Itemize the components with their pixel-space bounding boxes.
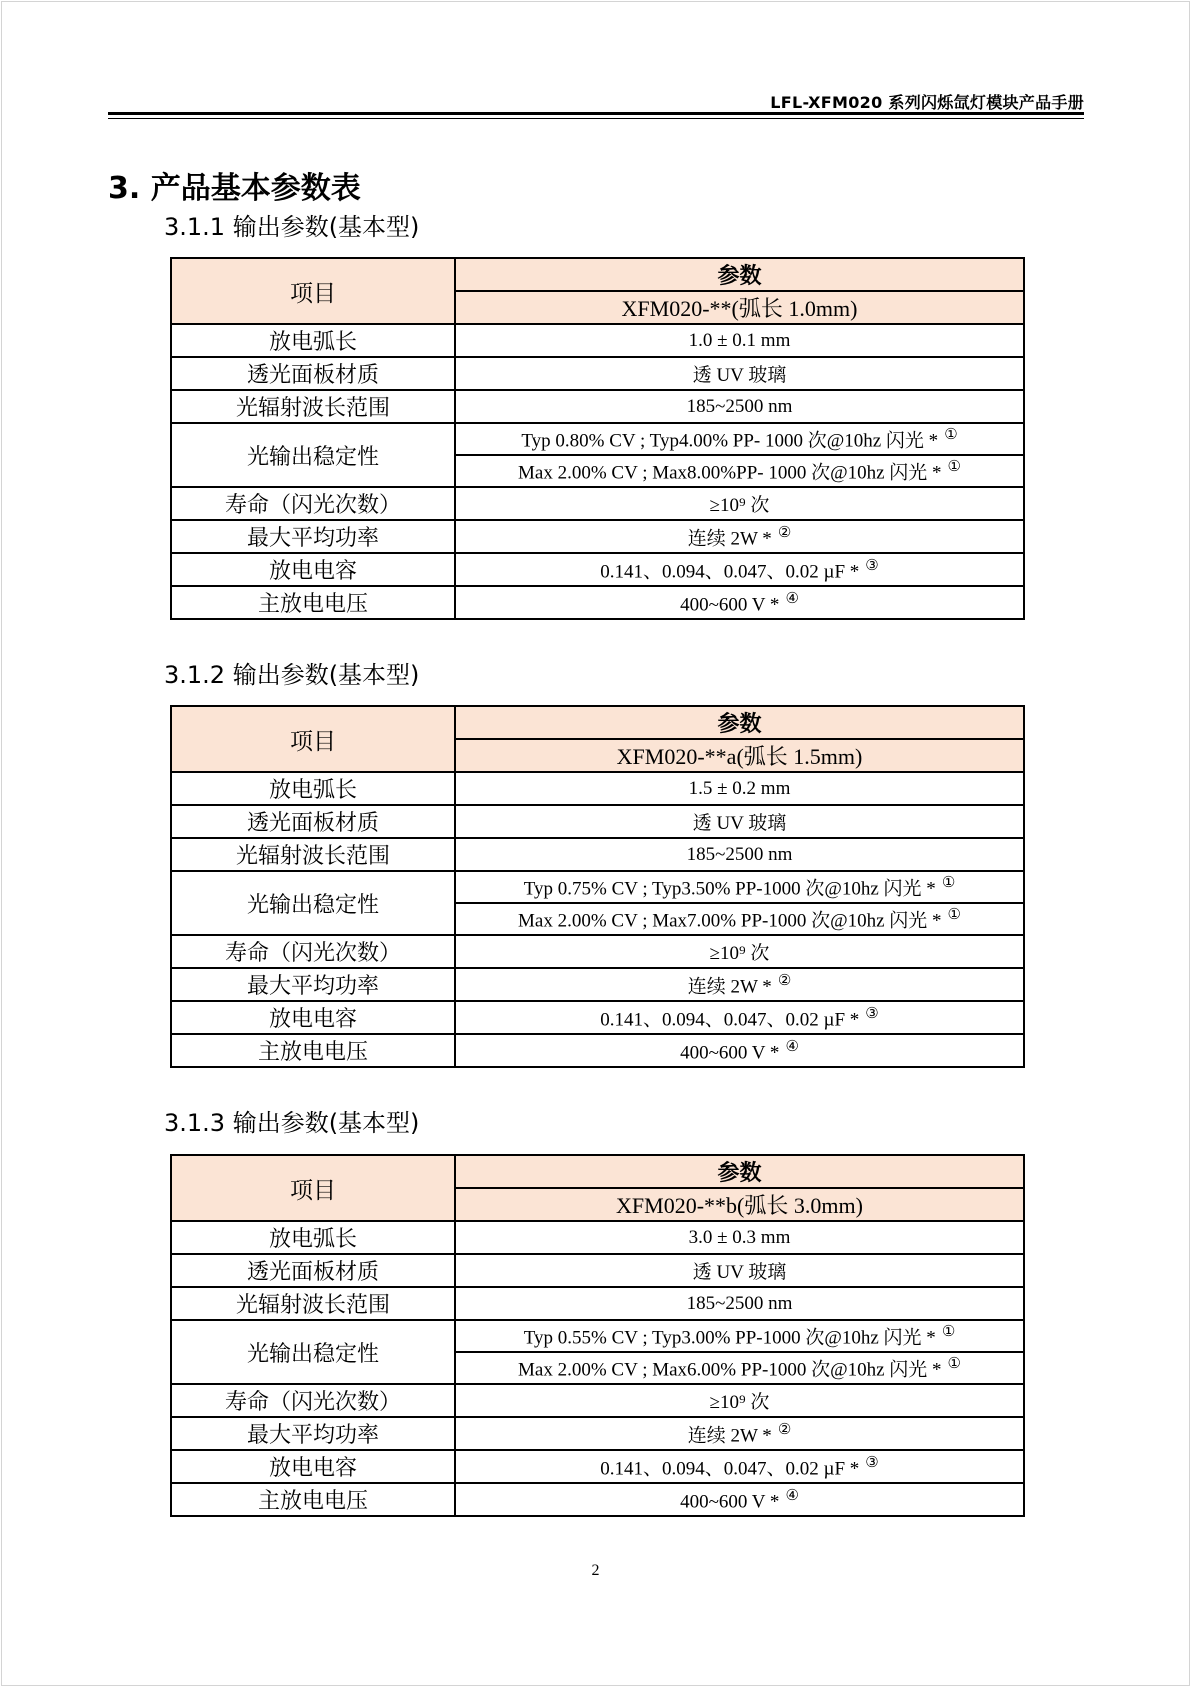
footnote-marker: ④: [785, 590, 799, 607]
row-value: 透 UV 玻璃: [455, 357, 1024, 390]
table-row: [171, 1483, 1024, 1516]
table-row: [171, 838, 1024, 871]
table-row: [171, 423, 1024, 455]
footnote-marker: ④: [785, 1038, 799, 1055]
row-value: [455, 455, 1024, 487]
table-row: [171, 553, 1024, 586]
row-label: 最大平均功率: [171, 520, 455, 553]
row-label: 放电弧长: [171, 324, 455, 357]
spec-table-3: [170, 1154, 1025, 1517]
section-heading: 3. 产品基本参数表: [108, 171, 361, 206]
row-value: [455, 1352, 1024, 1384]
table-row: [171, 1001, 1024, 1034]
table-row: [171, 805, 1024, 838]
value-text: 400~600 V *: [680, 1042, 780, 1064]
footnote-marker: ①: [947, 907, 961, 924]
header-param-cell: 参数: [455, 706, 1024, 739]
row-value: ≥10⁹ 次: [455, 935, 1024, 968]
value-text: 0.141、0.094、0.047、0.02 µF *: [600, 1458, 860, 1480]
header-item-cell: 项目: [171, 1155, 455, 1221]
footnote-marker: ③: [865, 1454, 879, 1471]
header-item-cell: 项目: [171, 706, 455, 772]
row-label: 放电电容: [171, 1001, 455, 1034]
value-text: Max 2.00% CV ; Max7.00% PP-1000 次@10hz 闪光 *: [518, 910, 942, 932]
footnote-marker: ①: [941, 875, 956, 892]
value-text: 400~600 V *: [680, 1491, 780, 1513]
row-value: [455, 1034, 1024, 1067]
table-row: [171, 1384, 1024, 1417]
table-row: [171, 520, 1024, 553]
header-param-cell: 参数: [455, 1155, 1024, 1188]
table-row: [171, 1287, 1024, 1320]
table-row: [171, 871, 1024, 903]
row-value: [455, 423, 1024, 455]
table-row: [171, 1417, 1024, 1450]
row-label: 寿命（闪光次数）: [171, 935, 455, 968]
value-text: Typ 0.55% CV ; Typ3.00% PP-1000 次@10hz 闪光 *: [523, 1327, 936, 1349]
spec-table-2: [170, 705, 1025, 1068]
row-label: 放电电容: [171, 553, 455, 586]
table-row: [171, 1034, 1024, 1067]
table-row: [171, 487, 1024, 520]
table-3-heading: 3.1.3 输出参数(基本型): [164, 1109, 420, 1137]
row-value: [455, 586, 1024, 619]
document-header-title: LFL-XFM020 系列闪烁氙灯模块产品手册: [770, 93, 1084, 112]
footnote-marker: ①: [947, 1356, 961, 1373]
row-value: ≥10⁹ 次: [455, 487, 1024, 520]
row-value: 透 UV 玻璃: [455, 805, 1024, 838]
table-row: [171, 1450, 1024, 1483]
header-model-cell: XFM020-**b(弧长 3.0mm): [455, 1188, 1024, 1221]
row-label: 光输出稳定性: [171, 1320, 455, 1384]
footnote-marker: ①: [941, 1324, 956, 1341]
row-label: 寿命（闪光次数）: [171, 487, 455, 520]
value-text: Typ 0.75% CV ; Typ3.50% PP-1000 次@10hz 闪光 *: [523, 878, 936, 900]
row-label: 透光面板材质: [171, 357, 455, 390]
table-row: [171, 390, 1024, 423]
value-text: 400~600 V *: [680, 594, 780, 616]
value-text: 0.141、0.094、0.047、0.02 µF *: [600, 561, 860, 583]
table-1-heading: 3.1.1 输出参数(基本型): [164, 213, 420, 241]
table-row: [171, 1254, 1024, 1287]
footnote-marker: ③: [865, 1005, 879, 1022]
footnote-marker: ③: [865, 557, 879, 574]
header-rule-thick: [108, 112, 1084, 115]
row-label: 主放电电压: [171, 586, 455, 619]
row-value: 185~2500 nm: [455, 390, 1024, 423]
row-label: 最大平均功率: [171, 1417, 455, 1450]
spec-table-1: [170, 257, 1025, 620]
row-value: [455, 520, 1024, 553]
row-value: [455, 1483, 1024, 1516]
value-text: 连续 2W *: [687, 1425, 772, 1447]
footnote-marker: ①: [944, 427, 958, 444]
row-value: [455, 968, 1024, 1001]
table-row: [171, 324, 1024, 357]
row-value: [455, 1417, 1024, 1450]
row-value: [455, 553, 1024, 586]
row-value: 185~2500 nm: [455, 838, 1024, 871]
row-label: 光输出稳定性: [171, 871, 455, 935]
footnote-marker: ②: [777, 524, 792, 541]
row-label: 主放电电压: [171, 1034, 455, 1067]
row-label: 寿命（闪光次数）: [171, 1384, 455, 1417]
header-model-cell: XFM020-**a(弧长 1.5mm): [455, 739, 1024, 772]
table-row: [171, 935, 1024, 968]
row-label: 放电弧长: [171, 1221, 455, 1254]
row-label: 主放电电压: [171, 1483, 455, 1516]
row-value: [455, 1450, 1024, 1483]
row-value: ≥10⁹ 次: [455, 1384, 1024, 1417]
row-value: 1.5 ± 0.2 mm: [455, 772, 1024, 805]
row-label: 透光面板材质: [171, 1254, 455, 1287]
header-rule-thin: [108, 118, 1084, 119]
row-label: 放电电容: [171, 1450, 455, 1483]
header-param-cell: 参数: [455, 258, 1024, 291]
value-text: Max 2.00% CV ; Max8.00%PP- 1000 次@10hz 闪光 *: [518, 462, 942, 484]
row-value: [455, 903, 1024, 935]
footnote-marker: ①: [947, 459, 961, 476]
row-value: [455, 1001, 1024, 1034]
row-label: 光辐射波长范围: [171, 390, 455, 423]
row-value: [455, 1320, 1024, 1352]
row-label: 透光面板材质: [171, 805, 455, 838]
row-label: 光输出稳定性: [171, 423, 455, 487]
table-row: [171, 772, 1024, 805]
value-text: 连续 2W *: [687, 528, 772, 550]
row-value: 185~2500 nm: [455, 1287, 1024, 1320]
value-text: 0.141、0.094、0.047、0.02 µF *: [600, 1009, 860, 1031]
row-label: 光辐射波长范围: [171, 838, 455, 871]
row-label: 最大平均功率: [171, 968, 455, 1001]
row-value: 3.0 ± 0.3 mm: [455, 1221, 1024, 1254]
table-row: [171, 968, 1024, 1001]
value-text: Typ 0.80% CV ; Typ4.00% PP- 1000 次@10hz 闪光 *: [521, 430, 939, 452]
value-text: 连续 2W *: [687, 976, 772, 998]
page-number: 2: [591, 1562, 600, 1579]
table-row: [171, 1221, 1024, 1254]
table-row: [171, 1320, 1024, 1352]
footnote-marker: ②: [777, 972, 792, 989]
row-label: 放电弧长: [171, 772, 455, 805]
row-value: 透 UV 玻璃: [455, 1254, 1024, 1287]
row-label: 光辐射波长范围: [171, 1287, 455, 1320]
header-item-cell: 项目: [171, 258, 455, 324]
table-2-heading: 3.1.2 输出参数(基本型): [164, 661, 420, 689]
row-value: [455, 871, 1024, 903]
table-row: [171, 586, 1024, 619]
row-value: 1.0 ± 0.1 mm: [455, 324, 1024, 357]
footnote-marker: ④: [785, 1487, 799, 1504]
footnote-marker: ②: [777, 1421, 792, 1438]
header-model-cell: XFM020-**(弧长 1.0mm): [455, 291, 1024, 324]
value-text: Max 2.00% CV ; Max6.00% PP-1000 次@10hz 闪光 *: [518, 1359, 942, 1381]
table-row: [171, 357, 1024, 390]
